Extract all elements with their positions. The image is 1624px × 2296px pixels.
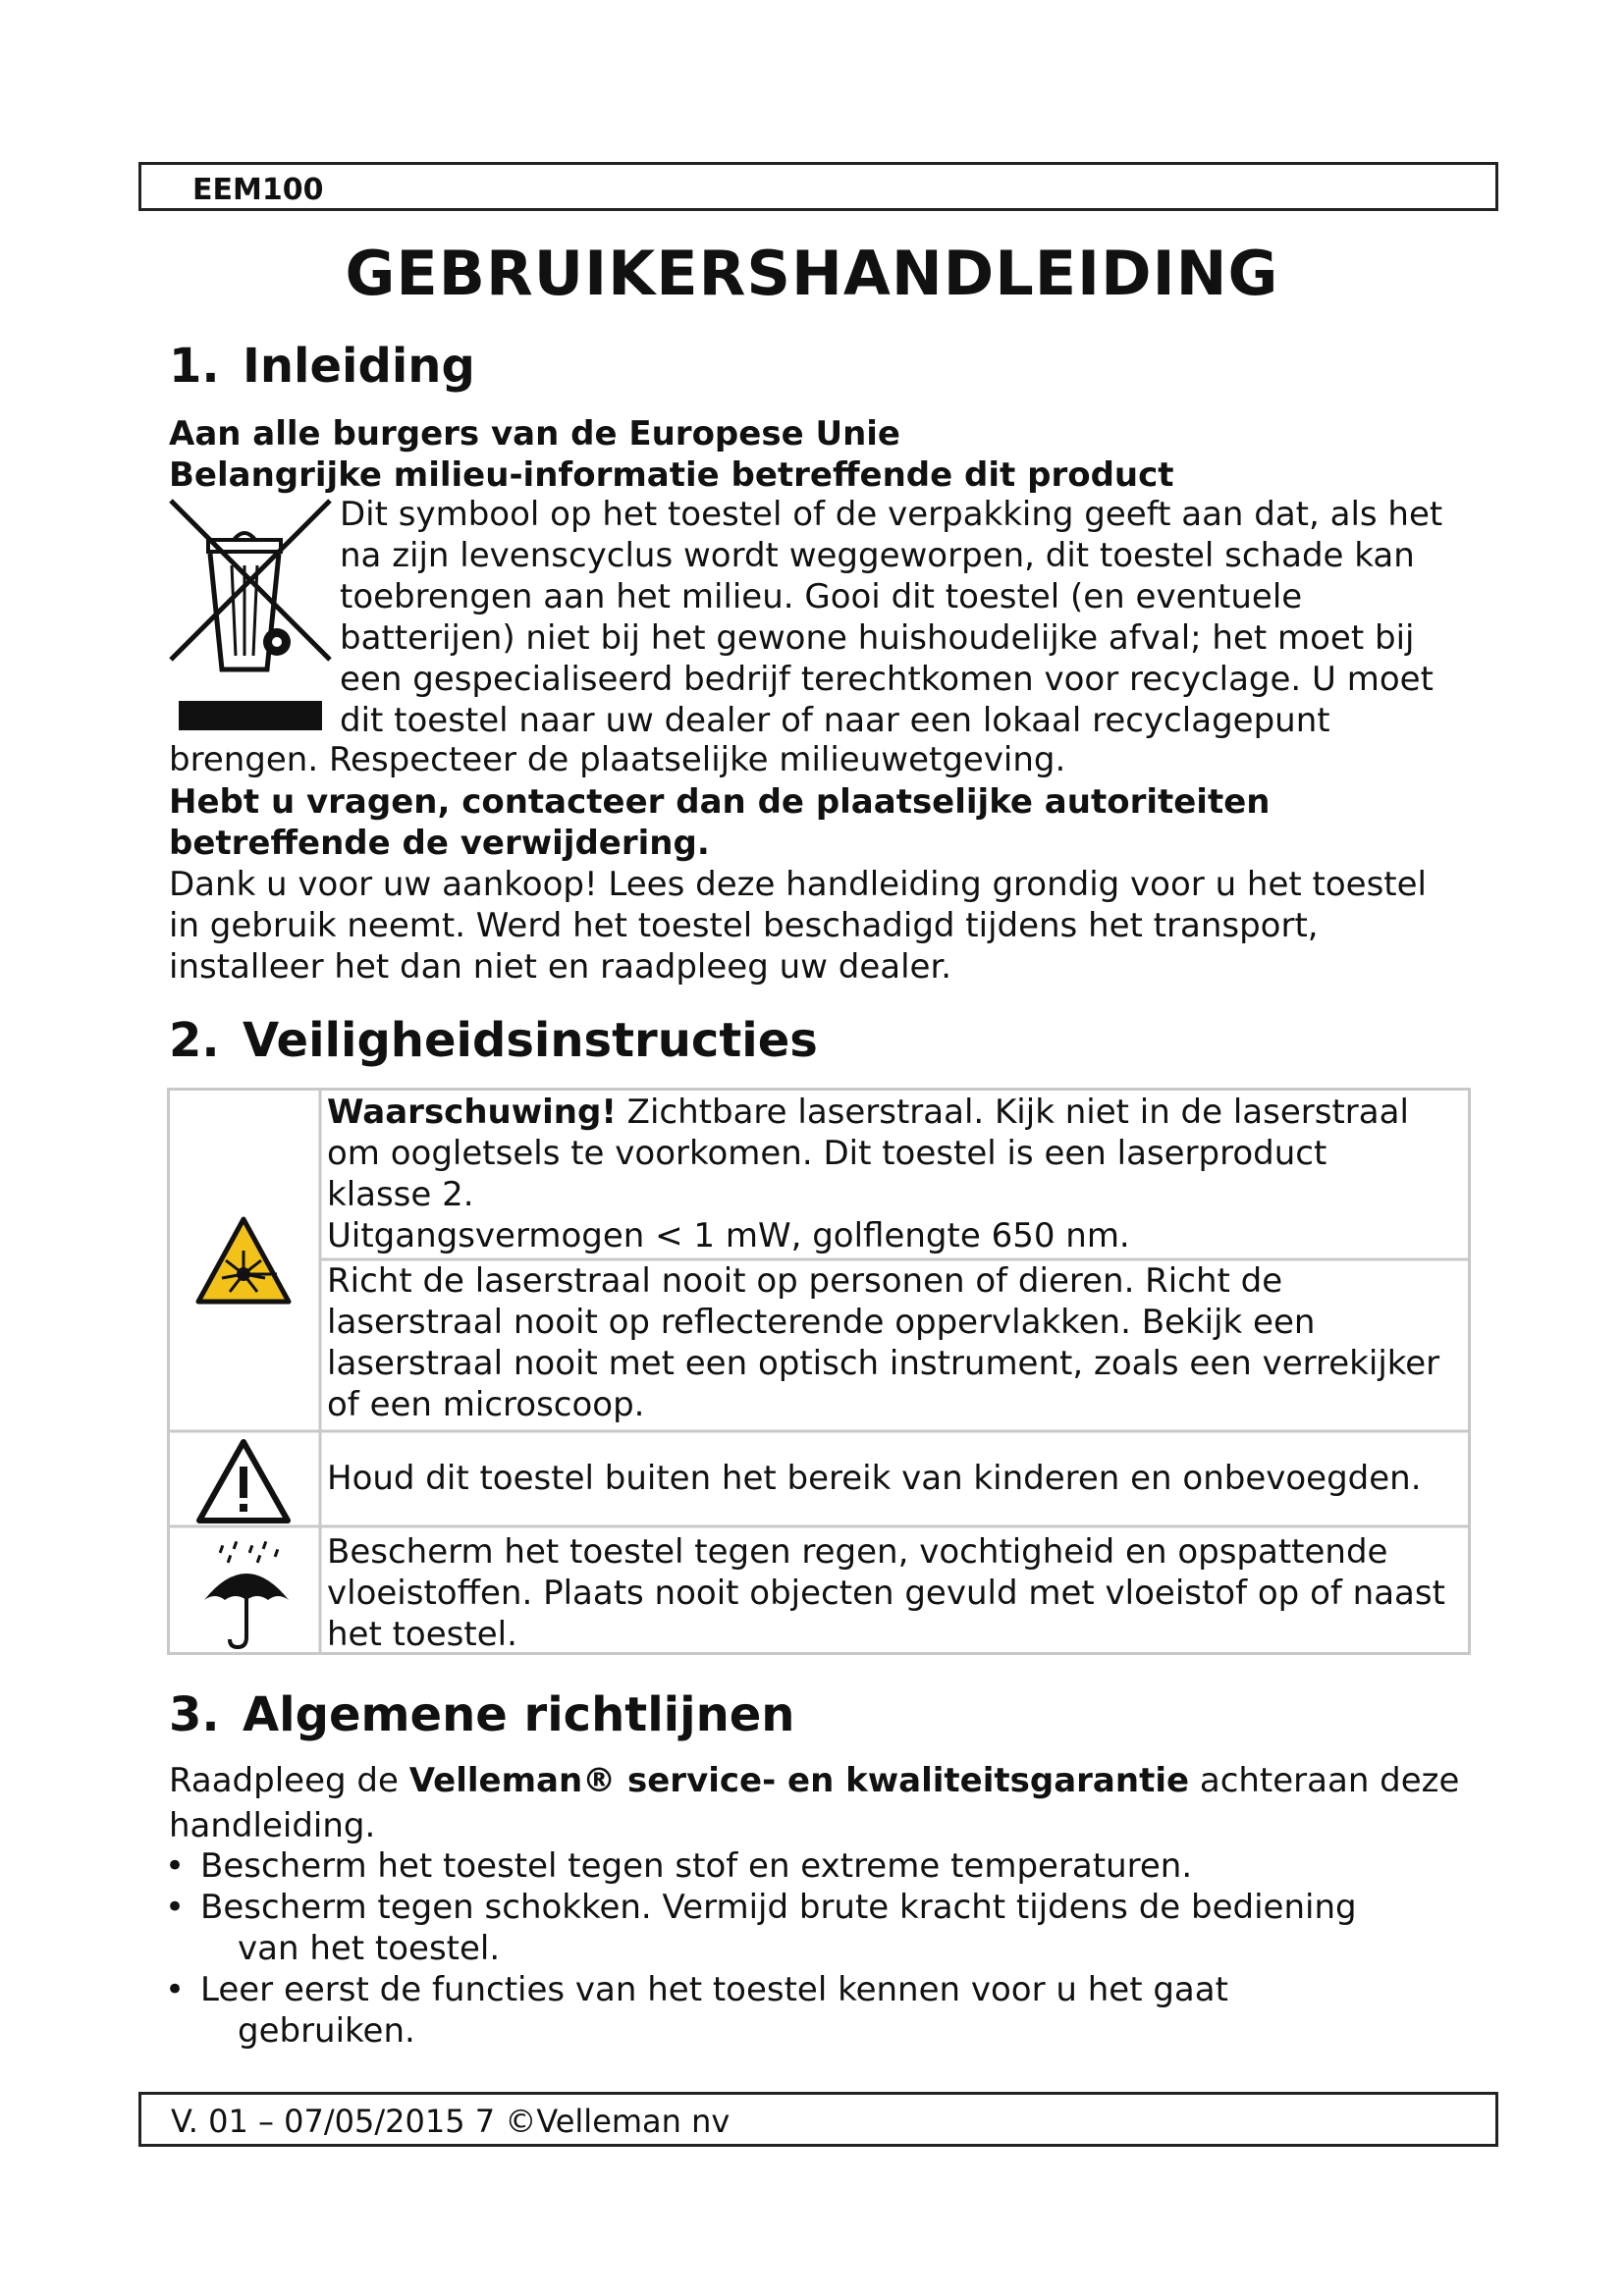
- environment-info-heading: Belangrijke milieu-informatie betreffende dit product: [169, 455, 1174, 495]
- intro-pre: Raadpleeg de: [169, 1761, 409, 1800]
- bullet-icon: •: [165, 1846, 186, 1886]
- eu-citizens-heading: Aan alle burgers van de Europese Unie: [169, 414, 900, 454]
- section-2-title: Veiligheidsinstructies: [243, 1013, 818, 1068]
- document-title: GEBRUIKERSHANDLEIDING: [345, 238, 1279, 309]
- section-1-number: 1.: [169, 339, 220, 394]
- bullet-icon: •: [165, 1970, 186, 2009]
- laser-warning-line: Uitgangsvermogen < 1 mW, golflengte 650 nm.: [327, 1216, 1130, 1255]
- footer-text: V. 01 – 07/05/2015 7 ©Velleman nv: [171, 2103, 731, 2140]
- section-3-number: 3.: [169, 1687, 220, 1742]
- section-2-heading: [169, 1013, 818, 1068]
- weee-last-line: brengen. Respecteer de plaatselijke milieuwetgeving.: [169, 740, 1066, 779]
- laser-aim-line: laserstraal nooit met een optisch instrument, zoals een verrekijker: [327, 1344, 1440, 1383]
- header-box: [138, 162, 1498, 211]
- laser-warning-icon: [194, 1215, 293, 1306]
- weee-line: toebrengen aan het milieu. Gooi dit toestel (en eventuele: [340, 577, 1303, 616]
- laser-warning-label: Waarschuwing!: [327, 1093, 617, 1132]
- safety-table: [167, 1088, 1471, 1655]
- list-item-text-continued: gebruiken.: [238, 2011, 415, 2051]
- list-item-text: Leer eerst de functies van het toestel kennen voor u het gaat: [200, 1970, 1228, 2009]
- section-2-number: 2.: [169, 1013, 220, 1068]
- laser-aim-line: of een microscoop.: [327, 1385, 645, 1424]
- thanks-line: Dank u voor uw aankoop! Lees deze handleiding grondig voor u het toestel: [169, 865, 1427, 904]
- section-3-heading: [169, 1687, 794, 1742]
- section-1-title: Inleiding: [243, 339, 475, 394]
- model-label: EEM100: [192, 173, 324, 207]
- thanks-line: installeer het dan niet en raadpleeg uw dealer.: [169, 947, 952, 987]
- laser-warning-line: om oogletsels te voorkomen. Dit toestel is een laserproduct: [327, 1134, 1327, 1173]
- questions-line-2: betreffende de verwijdering.: [169, 824, 710, 863]
- section-3-title: Algemene richtlijnen: [243, 1687, 795, 1742]
- footer-box: [138, 2092, 1498, 2147]
- questions-line-1: Hebt u vragen, contacteer dan de plaatselijke autoriteiten: [169, 782, 1271, 822]
- laser-warning-line: klasse 2.: [327, 1175, 474, 1214]
- weee-line: batterijen) niet bij het gewone huishoudelijke afval; het moet bij: [340, 618, 1415, 658]
- list-item-text-continued: van het toestel.: [238, 1929, 501, 1968]
- weee-line: na zijn levenscyclus wordt weggeworpen, dit toestel schade kan: [340, 536, 1415, 575]
- rain-warning-line: Bescherm het toestel tegen regen, vochtigheid en opspattende: [327, 1532, 1388, 1572]
- laser-aim-line: Richt de laserstraal nooit op personen of dieren. Richt de: [327, 1261, 1283, 1301]
- weee-line: een gespecialiseerd bedrijf terechtkomen voor recyclage. U moet: [340, 660, 1434, 699]
- section-1-heading: [169, 339, 475, 394]
- rain-warning-line: het toestel.: [327, 1615, 517, 1654]
- list-item-text: Bescherm tegen schokken. Vermijd brute kracht tijdens de bediening: [200, 1888, 1357, 1927]
- thanks-line: in gebruik neemt. Werd het toestel beschadigd tijdens het transport,: [169, 906, 1319, 945]
- bullet-icon: •: [165, 1888, 186, 1927]
- intro-line-2: handleiding.: [169, 1806, 376, 1845]
- children-warning-text: Houd dit toestel buiten het bereik van kinderen en onbevoegden.: [327, 1459, 1422, 1498]
- umbrella-rain-icon: [200, 1539, 293, 1649]
- warranty-reference: Velleman® service- en kwaliteitsgarantie: [408, 1761, 1190, 1800]
- list-item-text: Bescherm het toestel tegen stof en extreme temperaturen.: [200, 1846, 1193, 1886]
- list-item: [165, 1969, 1228, 2052]
- list-item: [165, 1887, 1357, 1969]
- intro-post: achteraan deze: [1189, 1761, 1460, 1800]
- list-item: [165, 1845, 1192, 1887]
- weee-line: dit toestel naar uw dealer of naar een lokaal recyclagepunt: [340, 701, 1330, 740]
- laser-warning-text: Zichtbare laserstraal. Kijk niet in de laserstraal: [616, 1093, 1409, 1132]
- weee-line: Dit symbool op het toestel of de verpakking geeft aan dat, als het: [340, 495, 1443, 534]
- laser-aim-line: laserstraal nooit op reflecterende oppervlakken. Bekijk een: [327, 1303, 1316, 1342]
- rain-warning-line: vloeistoffen. Plaats nooit objecten gevuld met vloeistof op of naast: [327, 1574, 1445, 1613]
- general-warning-icon: [194, 1437, 293, 1525]
- weee-bin-icon: [167, 497, 334, 732]
